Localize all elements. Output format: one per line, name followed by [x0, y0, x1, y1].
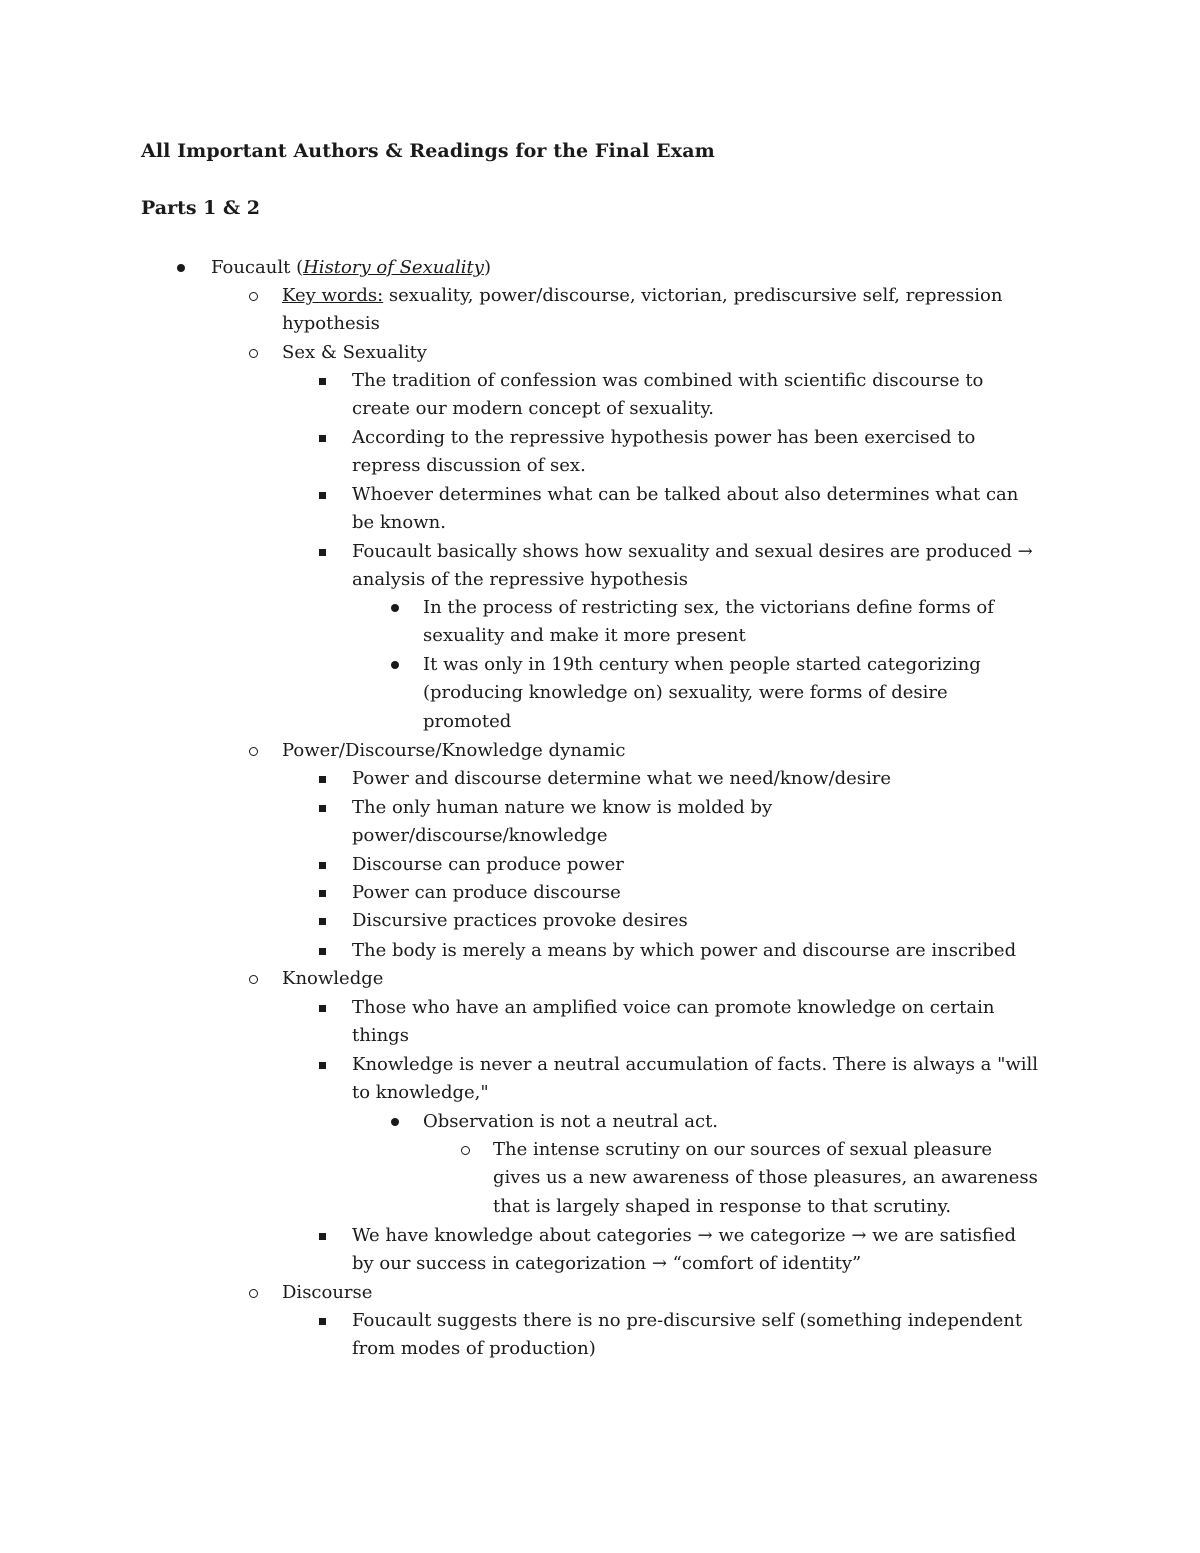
list-item-continued: from modes of production)	[352, 1338, 596, 1359]
list-item-continued: to knowledge,"	[352, 1082, 489, 1103]
bullet-square-icon	[312, 1222, 332, 1240]
list-item: In the process of restricting sex, the victorians define forms of	[423, 597, 994, 618]
list-item: Those who have an amplified voice can promote knowledge on certain	[352, 997, 995, 1018]
list-item: It was only in 19th century when people started categorizing	[423, 654, 981, 675]
bullet-square-icon	[312, 367, 332, 385]
list-item-continued: gives us a new awareness of those pleasures, an awareness	[493, 1167, 1038, 1188]
bullet-square-icon	[312, 1051, 332, 1069]
bullet-square-icon	[312, 907, 332, 925]
paren-open: (	[296, 257, 304, 278]
bullet-disc-icon	[385, 594, 405, 612]
keywords-line	[282, 282, 1002, 310]
bullet-square-icon	[312, 481, 332, 499]
list-item-continued: analysis of the repressive hypothesis	[352, 569, 688, 590]
keywords-continued: hypothesis	[282, 313, 380, 334]
bullet-circle-icon	[243, 1279, 263, 1298]
list-item: The tradition of confession was combined with scientific discourse to	[352, 370, 984, 391]
list-item-continued: by our success in categorization → “comfort of identity”	[352, 1253, 862, 1274]
list-item: Power and discourse determine what we need/know/desire	[352, 768, 892, 789]
bullet-circle-icon	[243, 282, 263, 301]
keywords-label: Key words:	[282, 285, 384, 306]
list-item: Whoever determines what can be talked about also determines what can	[352, 484, 1019, 505]
bullet-disc-icon	[385, 1108, 405, 1126]
bullet-square-icon	[312, 538, 332, 556]
bullet-square-icon	[312, 794, 332, 812]
subheading-power-dynamic: Power/Discourse/Knowledge dynamic	[282, 740, 626, 761]
paren-close: )	[483, 257, 491, 278]
list-item: Foucault suggests there is no pre-discursive self (something independent	[352, 1310, 1023, 1331]
bullet-square-icon	[312, 1307, 332, 1325]
list-item: Knowledge is never a neutral accumulation of facts. There is always a "will	[352, 1054, 1039, 1075]
list-item: Foucault basically shows how sexuality and sexual desires are produced →	[352, 541, 1033, 562]
bullet-circle-icon	[243, 339, 263, 358]
bullet-square-icon	[312, 879, 332, 897]
list-item: Power can produce discourse	[352, 882, 621, 903]
list-item: According to the repressive hypothesis power has been exercised to	[352, 427, 976, 448]
list-item-continued: that is largely shaped in response to that scrutiny.	[493, 1196, 952, 1217]
subheading-knowledge: Knowledge	[282, 968, 384, 989]
bullet-circle-icon	[243, 965, 263, 984]
list-item: Discourse can produce power	[352, 854, 624, 875]
bullet-square-icon	[312, 937, 332, 955]
keywords-text: sexuality, power/discourse, victorian, prediscursive self, repression	[383, 285, 1003, 306]
subheading-sex-sexuality: Sex & Sexuality	[282, 342, 427, 363]
document-title: All Important Authors & Readings for the Final Exam	[141, 140, 715, 162]
bullet-circle-icon	[455, 1136, 475, 1155]
list-item-continued: power/discourse/knowledge	[352, 825, 608, 846]
list-item: Discursive practices provoke desires	[352, 910, 688, 931]
list-item-continued: create our modern concept of sexuality.	[352, 398, 714, 419]
list-item-continued: promoted	[423, 711, 512, 732]
list-item-continued: be known.	[352, 512, 446, 533]
bullet-square-icon	[312, 765, 332, 783]
author-heading	[211, 254, 491, 282]
list-item-continued: sexuality and make it more present	[423, 625, 746, 646]
bullet-square-icon	[312, 851, 332, 869]
list-item-continued: repress discussion of sex.	[352, 455, 586, 476]
bullet-square-icon	[312, 994, 332, 1012]
bullet-square-icon	[312, 424, 332, 442]
list-item: The body is merely a means by which power and discourse are inscribed	[352, 940, 1017, 961]
list-item: The intense scrutiny on our sources of sexual pleasure	[493, 1139, 993, 1160]
list-item: The only human nature we know is molded by	[352, 797, 773, 818]
list-item-continued: things	[352, 1025, 409, 1046]
subheading-discourse: Discourse	[282, 1282, 373, 1303]
bullet-disc-icon	[385, 651, 405, 669]
book-title: History of Sexuality	[303, 257, 484, 278]
list-item-continued: (producing knowledge on) sexuality, were forms of desire	[423, 682, 948, 703]
author-name: Foucault	[211, 257, 291, 278]
list-item: Observation is not a neutral act.	[423, 1111, 719, 1132]
bullet-disc-icon	[171, 254, 191, 272]
section-heading: Parts 1 & 2	[141, 197, 261, 219]
list-item: We have knowledge about categories → we categorize → we are satisfied	[352, 1225, 1017, 1246]
bullet-circle-icon	[243, 737, 263, 756]
